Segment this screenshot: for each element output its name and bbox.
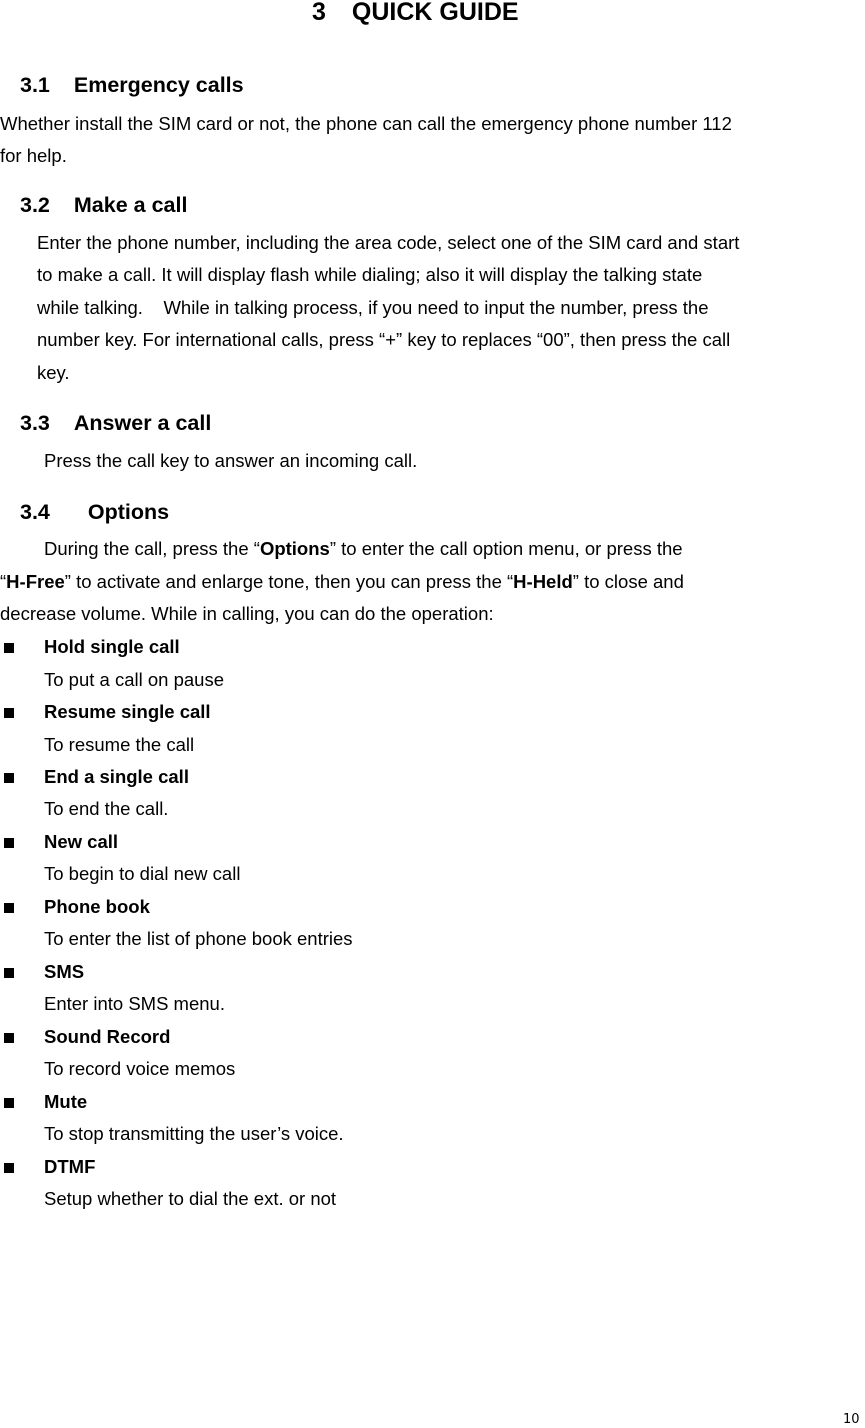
square-bullet-icon: [4, 968, 14, 978]
option-title: Hold single call: [44, 636, 180, 657]
option-title: New call: [44, 831, 119, 852]
chapter-heading: [312, 0, 519, 27]
h-free-label: H-Free: [6, 571, 65, 592]
paragraph-line: for help.: [0, 145, 67, 166]
option-description: To put a call on pause: [44, 669, 224, 690]
option-description: To end the call.: [44, 798, 169, 819]
section-heading-3-3: 3.3 Answer a call: [20, 411, 212, 435]
paragraph-line: “H-Free” to activate and enlarge tone, then you can press the “H-Held” to close and: [0, 571, 684, 592]
h-held-label: H-Held: [513, 571, 573, 592]
option-title: Mute: [44, 1091, 88, 1112]
paragraph-line: key.: [37, 362, 70, 383]
option-description: To resume the call: [44, 734, 195, 755]
section-heading-3-1: 3.1 Emergency calls: [20, 73, 244, 97]
option-description: To begin to dial new call: [44, 863, 241, 884]
paragraph-line: During the call, press the “Options” to enter the call option menu, or press the: [44, 538, 683, 559]
square-bullet-icon: [4, 708, 14, 718]
paragraph-line: to make a call. It will display flash while dialing; also it will display the talking state: [37, 264, 703, 285]
square-bullet-icon: [4, 1098, 14, 1108]
square-bullet-icon: [4, 773, 14, 783]
paragraph-line: Press the call key to answer an incoming call.: [44, 450, 418, 471]
option-description: Enter into SMS menu.: [44, 993, 225, 1014]
paragraph-line: while talking. While in talking process, if you need to input the number, press the: [37, 297, 709, 318]
paragraph-line: number key. For international calls, press “+” key to replaces “00”, then press the call: [37, 329, 731, 350]
page-number: 10: [843, 1412, 860, 1427]
square-bullet-icon: [4, 1033, 14, 1043]
chapter-number: 3: [312, 0, 326, 26]
option-title: Sound Record: [44, 1026, 171, 1047]
square-bullet-icon: [4, 903, 14, 913]
square-bullet-icon: [4, 1163, 14, 1173]
section-heading-3-4: 3.4 Options: [20, 500, 170, 524]
option-description: To record voice memos: [44, 1058, 236, 1079]
paragraph-line: decrease volume. While in calling, you can do the operation:: [0, 603, 494, 624]
options-key-label: Options: [259, 538, 330, 559]
option-title: SMS: [44, 961, 85, 982]
option-title: Resume single call: [44, 701, 211, 722]
option-title: Phone book: [44, 896, 150, 917]
option-title: End a single call: [44, 766, 189, 787]
option-description: To stop transmitting the user’s voice.: [44, 1123, 344, 1144]
section-heading-3-2: 3.2 Make a call: [20, 193, 188, 217]
option-description: Setup whether to dial the ext. or not: [44, 1188, 337, 1209]
paragraph-line: Enter the phone number, including the area code, select one of the SIM card and start: [37, 232, 740, 253]
option-description: To enter the list of phone book entries: [44, 928, 353, 949]
square-bullet-icon: [4, 643, 14, 653]
chapter-title: QUICK GUIDE: [351, 0, 519, 26]
option-title: DTMF: [44, 1156, 96, 1177]
paragraph-line: Whether install the SIM card or not, the phone can call the emergency phone number 112: [0, 113, 732, 134]
square-bullet-icon: [4, 838, 14, 848]
